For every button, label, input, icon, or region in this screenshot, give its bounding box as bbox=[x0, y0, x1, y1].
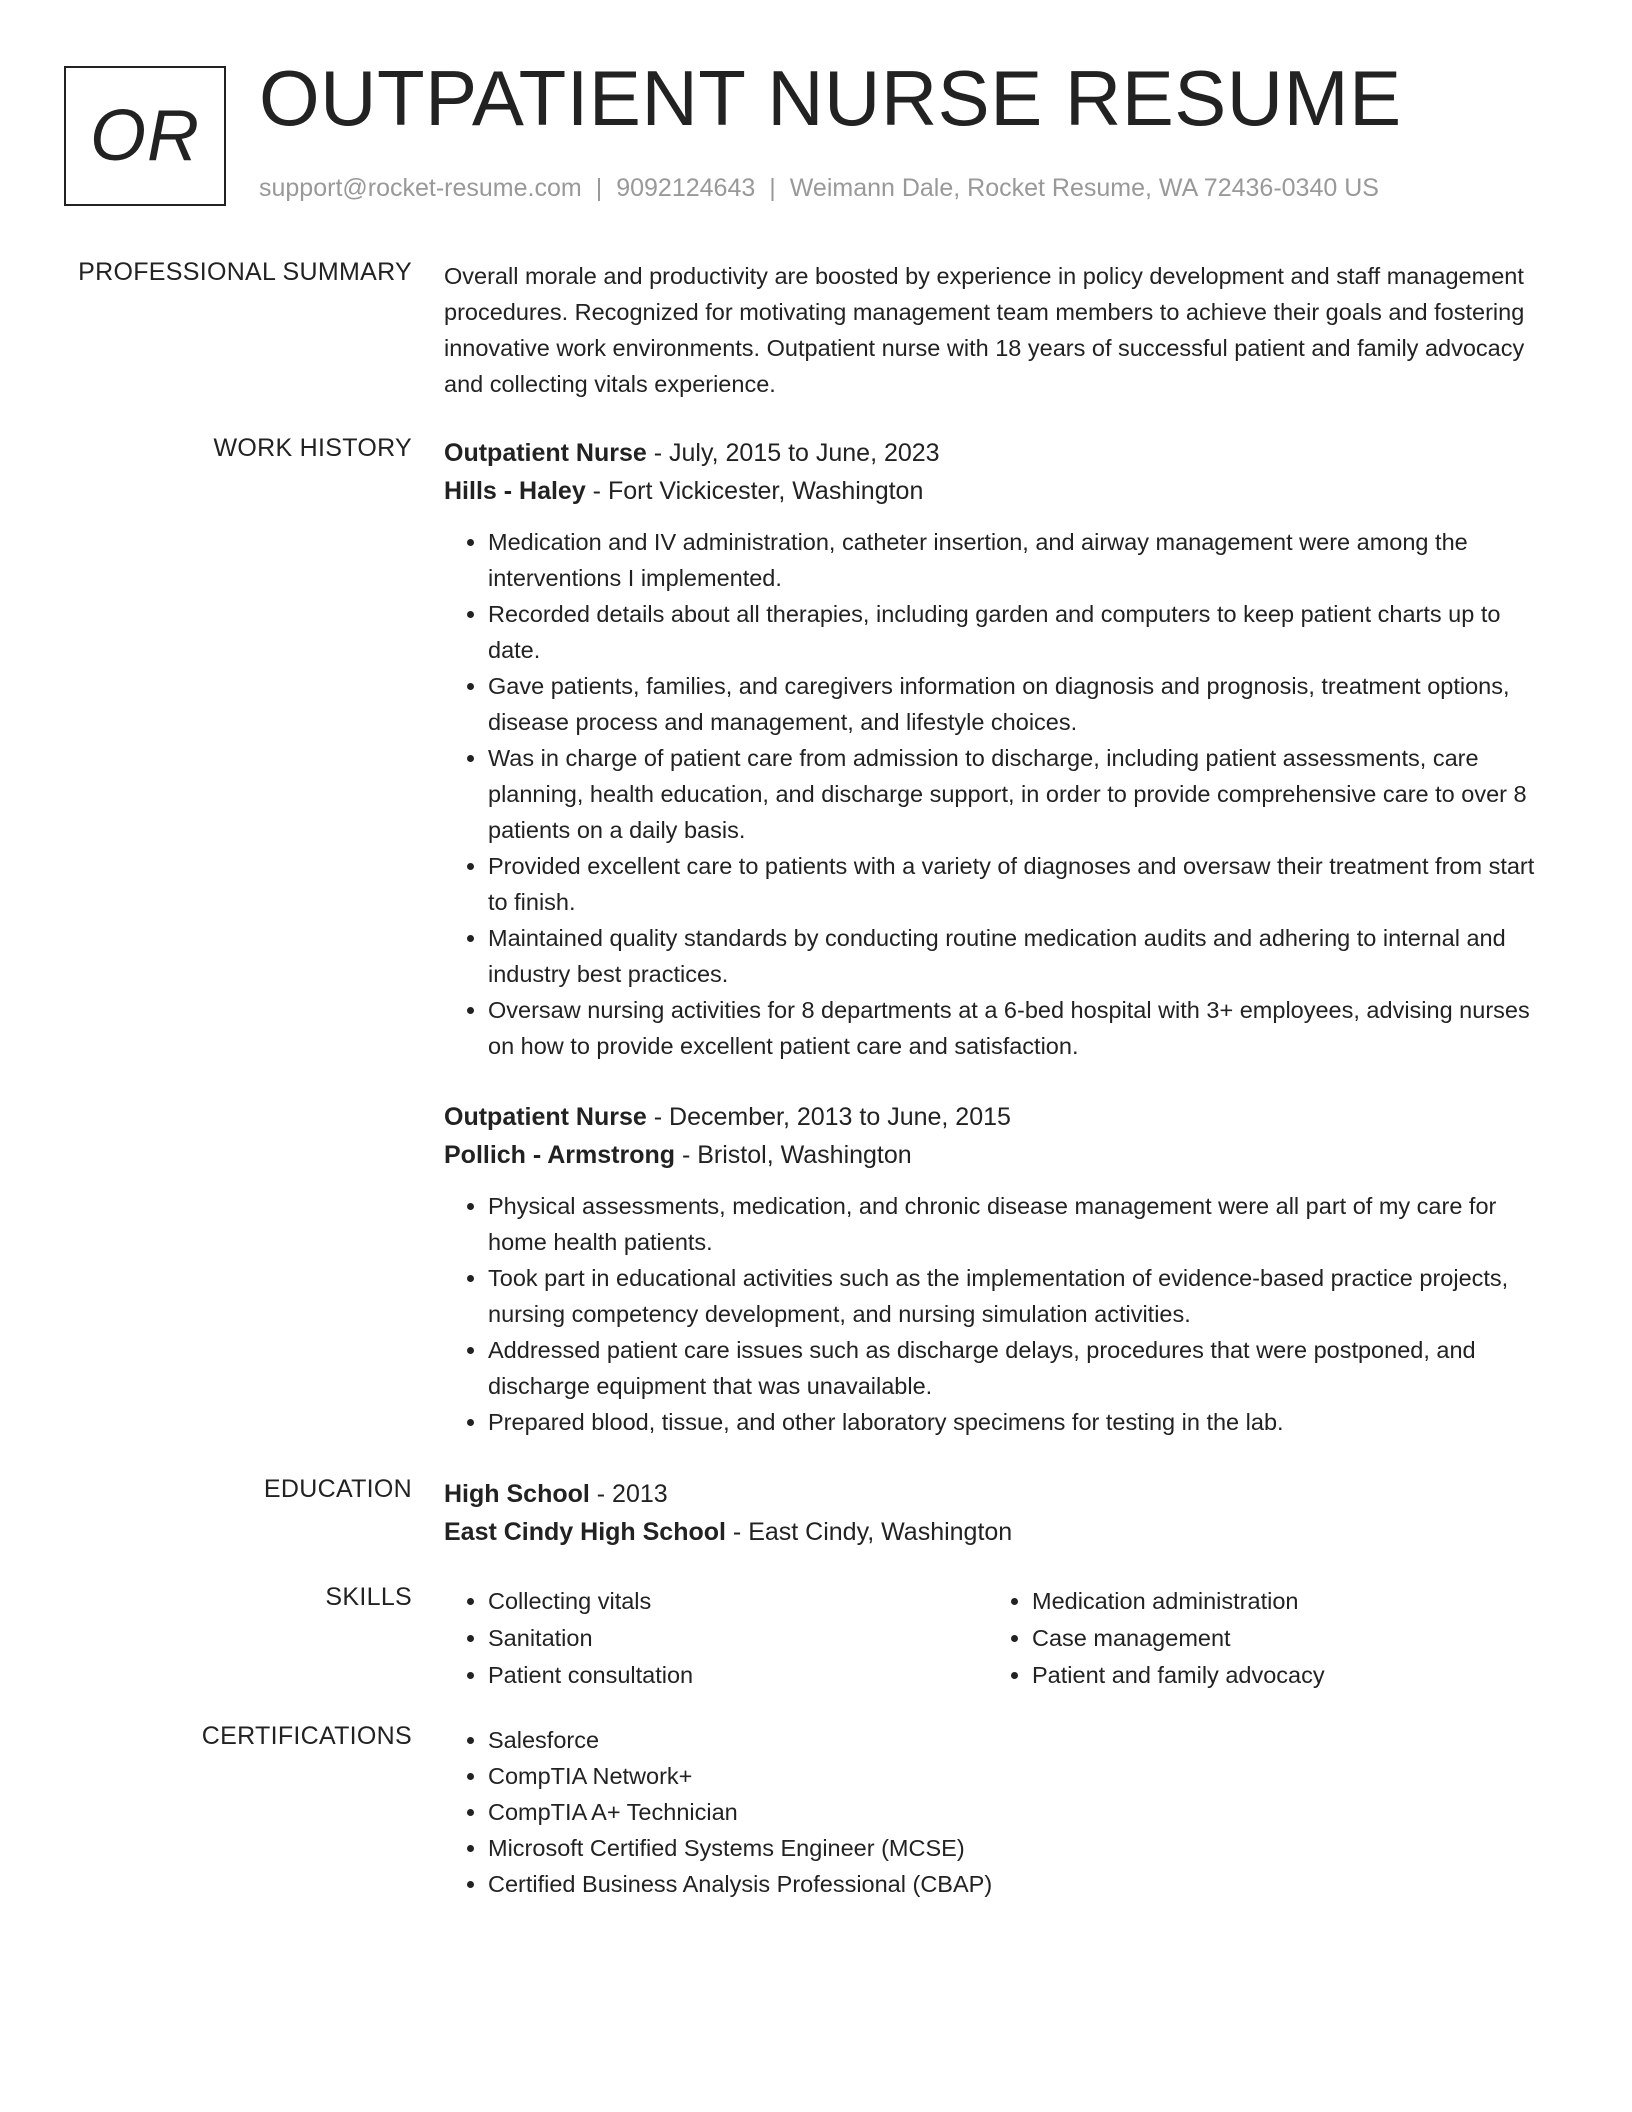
skill-item: • Sanitation bbox=[488, 1620, 988, 1657]
job-bullet: • Took part in educational activities such as the implementation of evidence-based practice projects, nursing competency development, and nursing simulation activities. bbox=[488, 1260, 1556, 1332]
contact-line bbox=[259, 174, 1379, 203]
job-location: - Bristol, Washington bbox=[675, 1141, 912, 1169]
job-entry bbox=[444, 1098, 1556, 1440]
page-title: OUTPATIENT NURSE RESUME bbox=[259, 54, 1402, 142]
contact-separator: | bbox=[595, 174, 603, 202]
job-dates: - December, 2013 to June, 2015 bbox=[646, 1103, 1011, 1131]
job-employer-line bbox=[444, 472, 1556, 510]
job-bullet: • Gave patients, families, and caregivers information on diagnosis and prognosis, treatment options, disease process and management, and lifestyle choices. bbox=[488, 668, 1556, 740]
certification-item: • Microsoft Certified Systems Engineer (MCSE) bbox=[488, 1830, 1556, 1866]
contact-email: support@rocket-resume.com bbox=[259, 174, 582, 202]
certifications-list bbox=[444, 1722, 1556, 1902]
job-dates: - July, 2015 to June, 2023 bbox=[646, 439, 940, 467]
education-year: - 2013 bbox=[589, 1480, 668, 1508]
job-bullet: • Physical assessments, medication, and chronic disease management were all part of my care for home health patients. bbox=[488, 1188, 1556, 1260]
skills-body bbox=[444, 1583, 1556, 1694]
job-bullet: • Was in charge of patient care from admission to discharge, including patient assessments, care planning, health education, and discharge support, in order to provide comprehensive care to over 8 patients on a daily basis. bbox=[488, 740, 1556, 848]
contact-address: Weimann Dale, Rocket Resume, WA 72436-0340 US bbox=[789, 174, 1379, 202]
job-bullets bbox=[444, 524, 1556, 1064]
job-location: - Fort Vickicester, Washington bbox=[585, 477, 924, 505]
skill-item: • Patient consultation bbox=[488, 1657, 988, 1694]
job-title-line bbox=[444, 1098, 1556, 1136]
skill-item: • Collecting vitals bbox=[488, 1583, 988, 1620]
job-employer: Hills - Haley bbox=[444, 477, 586, 505]
section-label-skills: SKILLS bbox=[325, 1583, 412, 1611]
certification-item: • CompTIA A+ Technician bbox=[488, 1794, 1556, 1830]
education-location: - East Cindy, Washington bbox=[725, 1518, 1013, 1546]
work-history-body bbox=[444, 434, 1556, 1440]
skill-item: • Case management bbox=[1032, 1620, 1532, 1657]
job-bullet: • Medication and IV administration, catheter insertion, and airway management were among the interventions I implemented. bbox=[488, 524, 1556, 596]
monogram-logo: OR bbox=[64, 66, 226, 206]
job-bullet: • Recorded details about all therapies, including garden and computers to keep patient charts up to date. bbox=[488, 596, 1556, 668]
job-title: Outpatient Nurse bbox=[444, 439, 647, 467]
job-employer: Pollich - Armstrong bbox=[444, 1141, 676, 1169]
education-body bbox=[444, 1475, 1556, 1551]
skills-column-1 bbox=[444, 1583, 988, 1694]
job-bullet: • Addressed patient care issues such as discharge delays, procedures that were postponed, and discharge equipment that was unavailable. bbox=[488, 1332, 1556, 1404]
skill-item: • Patient and family advocacy bbox=[1032, 1657, 1532, 1694]
section-label-summary: PROFESSIONAL SUMMARY bbox=[78, 258, 412, 286]
contact-separator: | bbox=[769, 174, 776, 202]
summary-text: Overall morale and productivity are boosted by experience in policy development and staff management procedures. Recognized for motivating management team members to achieve their goals and fostering innovative work environments. Outpatient nurse with 18 years of successful patient and family advocacy and collecting vitals experience. bbox=[444, 263, 1525, 397]
skills-column-2 bbox=[988, 1583, 1532, 1694]
certification-item: • Salesforce bbox=[488, 1722, 1556, 1758]
job-bullet: • Prepared blood, tissue, and other laboratory specimens for testing in the lab. bbox=[488, 1404, 1556, 1440]
summary-body bbox=[444, 258, 1556, 402]
section-label-work-history: WORK HISTORY bbox=[213, 434, 412, 462]
skill-item: • Medication administration bbox=[1032, 1583, 1532, 1620]
section-label-certifications: CERTIFICATIONS bbox=[201, 1722, 412, 1750]
section-label-education: EDUCATION bbox=[263, 1475, 412, 1503]
contact-phone: 9092124643 bbox=[616, 174, 756, 202]
education-school-line bbox=[444, 1513, 1556, 1551]
education-degree: High School bbox=[444, 1480, 590, 1508]
education-school: East Cindy High School bbox=[444, 1518, 726, 1546]
job-bullets bbox=[444, 1188, 1556, 1440]
certifications-body bbox=[444, 1722, 1556, 1902]
job-bullet: • Provided excellent care to patients with a variety of diagnoses and oversaw their treatment from start to finish. bbox=[488, 848, 1556, 920]
certification-item: • CompTIA Network+ bbox=[488, 1758, 1556, 1794]
job-title-line bbox=[444, 434, 1556, 472]
education-degree-line bbox=[444, 1475, 1556, 1513]
job-entry bbox=[444, 434, 1556, 1064]
job-bullet: • Oversaw nursing activities for 8 departments at a 6-bed hospital with 3+ employees, advising nurses on how to provide excellent patient care and satisfaction. bbox=[488, 992, 1556, 1064]
certification-item: • Certified Business Analysis Professional (CBAP) bbox=[488, 1866, 1556, 1902]
job-bullet: • Maintained quality standards by conducting routine medication audits and adhering to internal and industry best practices. bbox=[488, 920, 1556, 992]
job-employer-line bbox=[444, 1136, 1556, 1174]
job-title: Outpatient Nurse bbox=[444, 1103, 647, 1131]
